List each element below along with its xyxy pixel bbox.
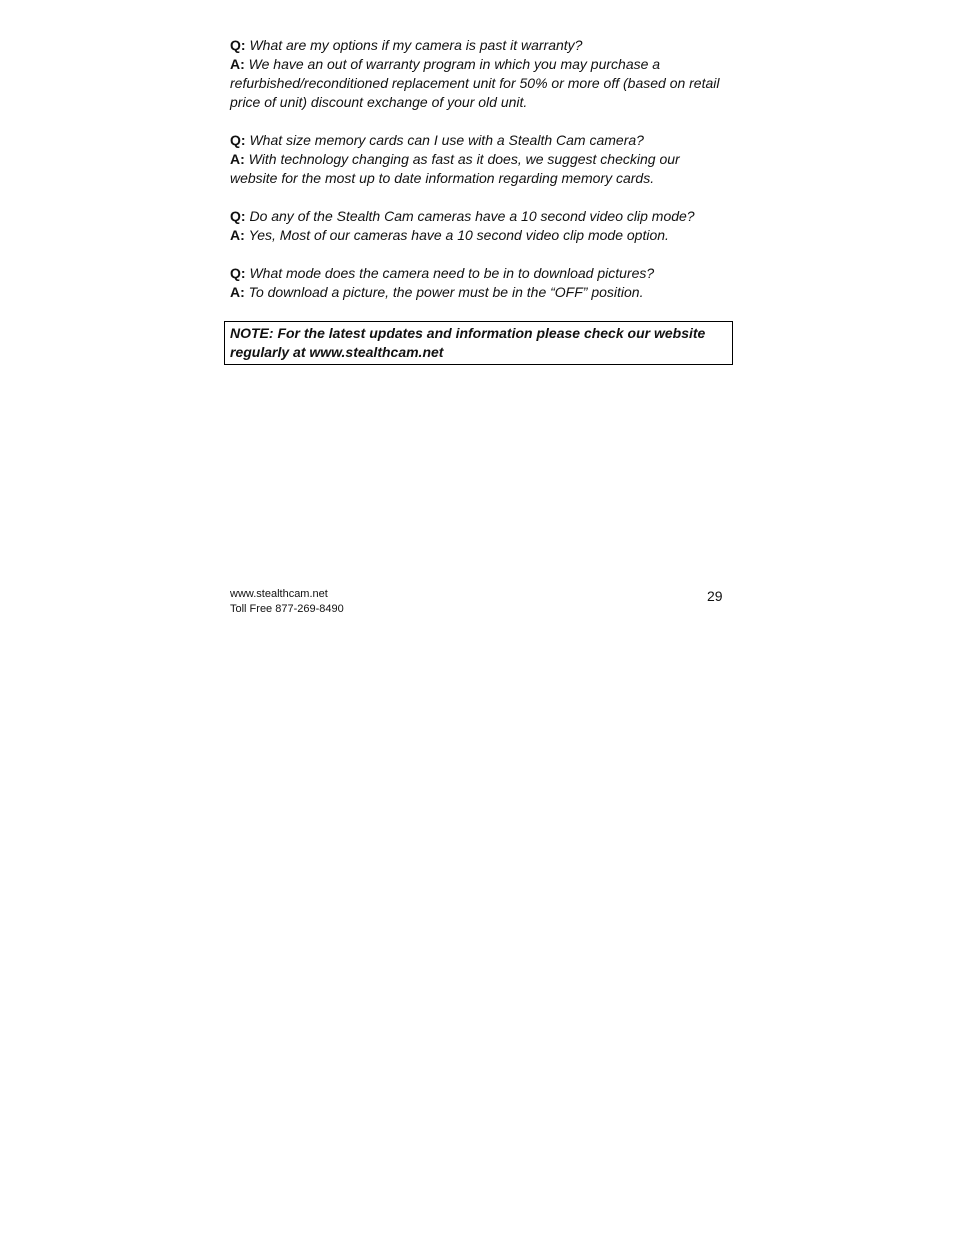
footer-contact: [230, 587, 344, 617]
faq-item: [230, 36, 730, 112]
faq-item: [230, 207, 730, 245]
answer-label: A:: [230, 151, 245, 167]
faq-item: [230, 264, 730, 302]
note-box: [224, 321, 733, 365]
question: [230, 264, 730, 283]
question-text: What mode does the camera need to be in to download pictures?: [249, 265, 655, 281]
answer-label: A:: [230, 56, 245, 72]
answer: [230, 150, 730, 188]
faq-section: [230, 36, 730, 321]
answer-text: Yes, Most of our cameras have a 10 second video clip mode option.: [248, 227, 669, 243]
answer-text: To download a picture, the power must be in the “OFF” position.: [248, 284, 644, 300]
answer: [230, 226, 730, 245]
question-label: Q:: [230, 265, 246, 281]
question-text: What are my options if my camera is past it warranty?: [249, 37, 583, 53]
question-label: Q:: [230, 208, 246, 224]
answer-label: A:: [230, 227, 245, 243]
question-label: Q:: [230, 37, 246, 53]
faq-item: [230, 131, 730, 188]
footer-website: www.stealthcam.net: [230, 588, 328, 600]
answer-label: A:: [230, 284, 245, 300]
answer-text: We have an out of warranty program in which you may purchase a refurbished/reconditioned replacement unit for 50% or more off (based on retail price of unit) discount exchange of your old unit.: [230, 56, 720, 110]
footer-phone: Toll Free 877-269-8490: [230, 603, 344, 615]
answer: [230, 55, 730, 112]
question-label: Q:: [230, 132, 246, 148]
question-text: What size memory cards can I use with a Stealth Cam camera?: [249, 132, 644, 148]
answer: [230, 283, 730, 302]
question-text: Do any of the Stealth Cam cameras have a 10 second video clip mode?: [249, 208, 695, 224]
answer-text: With technology changing as fast as it does, we suggest checking our website for the most up to date information regarding memory cards.: [230, 151, 680, 186]
question: [230, 131, 730, 150]
question: [230, 207, 730, 226]
question: [230, 36, 730, 55]
note-text: NOTE: For the latest updates and information please check our website regularly at www.stealthcam.net: [230, 325, 706, 360]
page-number: 29: [707, 588, 723, 604]
